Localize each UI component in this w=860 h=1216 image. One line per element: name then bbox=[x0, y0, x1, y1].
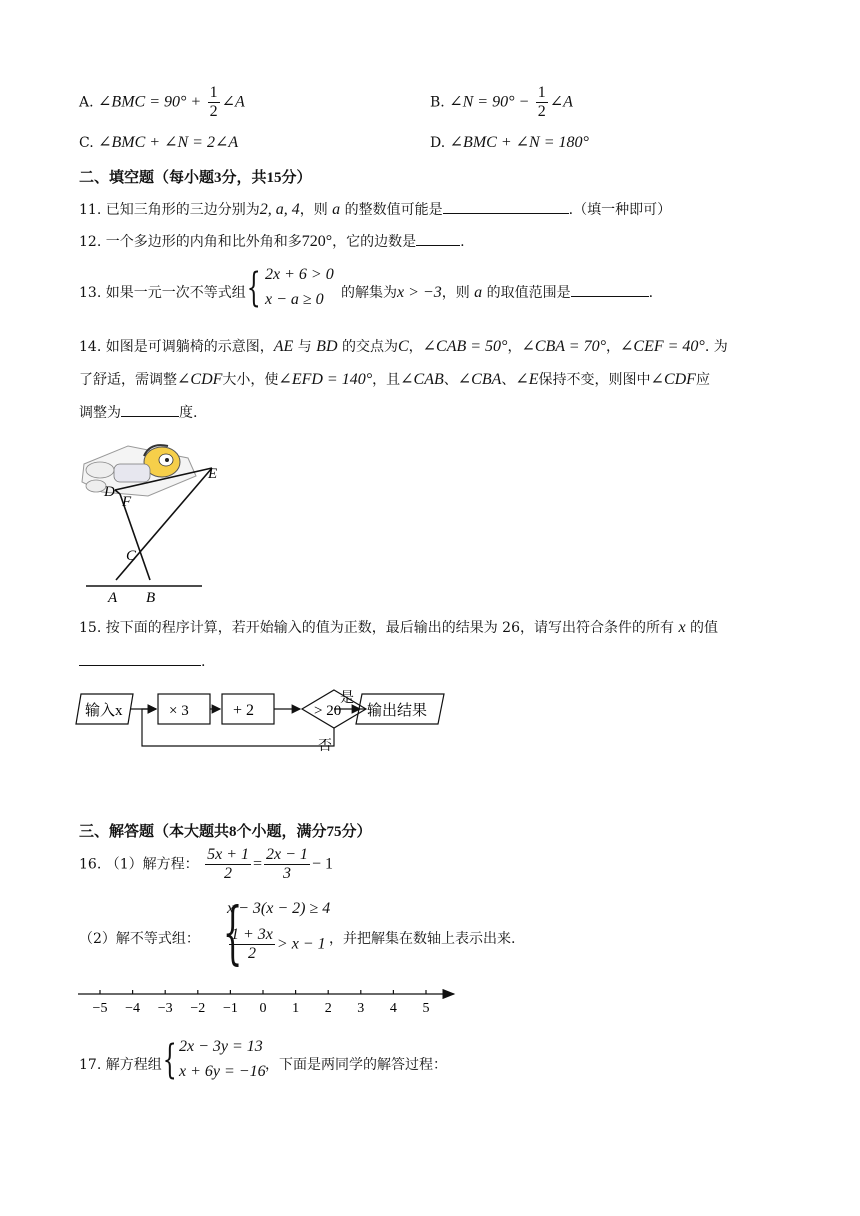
question-text: . bbox=[460, 234, 465, 250]
option-d-expr: ∠BMC + ∠N = 180° bbox=[449, 134, 589, 151]
frac-den: 2 bbox=[247, 945, 256, 962]
fraction-2 bbox=[264, 846, 310, 883]
section-3-title bbox=[79, 820, 372, 841]
question-text: ， bbox=[408, 339, 423, 355]
math-tail: − 1 bbox=[311, 855, 333, 873]
inequality-1: x − 3(x − 2) ≥ 4 bbox=[227, 900, 331, 917]
option-d bbox=[430, 132, 589, 152]
section-2-title bbox=[79, 166, 312, 187]
option-letter: C. bbox=[79, 135, 94, 151]
question-text: ，它的边数是 bbox=[332, 234, 417, 250]
option-a-rhs: ∠A bbox=[221, 93, 245, 111]
answer-blank[interactable] bbox=[443, 199, 569, 214]
question-text: . bbox=[648, 285, 654, 301]
question-text: 如果一元一次不等式组 bbox=[105, 285, 246, 301]
question-number: 16. bbox=[79, 856, 102, 873]
label-b: B bbox=[146, 590, 156, 606]
fraction-3 bbox=[229, 926, 275, 963]
math-angle: ∠E bbox=[515, 371, 539, 388]
question-text: 如图是可调躺椅的示意图， bbox=[105, 339, 274, 355]
section-number: 15 bbox=[266, 170, 282, 186]
question-text: 保持不变，则图中 bbox=[538, 372, 651, 388]
question-text: 了舒适，需调整 bbox=[79, 372, 177, 388]
number-line-label: 0 bbox=[259, 1001, 267, 1016]
question-text: 解方程组 bbox=[105, 1057, 162, 1073]
number-line-label: −1 bbox=[222, 1001, 238, 1016]
section-title-text: 分） bbox=[281, 168, 312, 186]
left-brace: { bbox=[222, 894, 243, 973]
answer-blank[interactable] bbox=[571, 282, 649, 297]
question-12 bbox=[79, 231, 465, 251]
recliner-figure bbox=[78, 436, 228, 608]
section-title-text: 二、填空题（每小题 bbox=[79, 168, 215, 186]
question-15-answer-line bbox=[79, 651, 205, 670]
option-b-rhs: ∠A bbox=[549, 93, 573, 111]
option-letter: D. bbox=[430, 135, 446, 151]
question-text: 已知三角形的三边分别为 bbox=[105, 202, 260, 218]
inequality-2 bbox=[227, 926, 326, 963]
label-e: E bbox=[208, 466, 218, 482]
question-text: . bbox=[201, 654, 206, 670]
flow-yes-label: 是 bbox=[340, 691, 354, 706]
equation-2: x + 6y = −16 bbox=[179, 1063, 266, 1080]
section-title-text: 分） bbox=[341, 822, 372, 840]
frac-den: 3 bbox=[282, 865, 291, 882]
question-text: 一个多边形的内角和比外角和多 bbox=[105, 234, 302, 250]
section-title-text: 分，共 bbox=[221, 168, 267, 186]
question-17 bbox=[79, 1036, 579, 1086]
question-15 bbox=[79, 617, 718, 637]
question-number: 12. bbox=[79, 234, 102, 250]
section-title-text: 三、解答题（本大题共 bbox=[79, 822, 230, 840]
left-brace: { bbox=[162, 1037, 177, 1083]
number-line-label: −4 bbox=[125, 1001, 141, 1016]
math-var: a bbox=[474, 284, 483, 301]
section-number: 8 bbox=[229, 824, 237, 840]
question-text: （1）解方程： bbox=[105, 856, 199, 873]
equation-1: 2x − 3y = 13 bbox=[179, 1038, 263, 1055]
question-text: 的值 bbox=[690, 620, 718, 636]
question-number: 14. bbox=[79, 339, 102, 355]
question-number: 15. bbox=[79, 620, 102, 636]
section-title-text: 个小题，满分 bbox=[236, 822, 327, 840]
math-angle: ∠CDF bbox=[650, 371, 696, 388]
inequality-2: x − a ≥ 0 bbox=[265, 291, 324, 308]
math-solution: x > −3 bbox=[397, 284, 442, 301]
label-c: C bbox=[126, 548, 137, 564]
number-line-label: 4 bbox=[389, 1001, 397, 1016]
number-line-label: 1 bbox=[292, 1001, 300, 1016]
number-line-label: 5 bbox=[422, 1001, 430, 1016]
option-a bbox=[79, 84, 245, 121]
question-text: ， bbox=[605, 339, 620, 355]
inequality-1: 2x + 6 > 0 bbox=[265, 266, 334, 283]
question-text: ，则 bbox=[441, 285, 470, 301]
option-letter: B. bbox=[430, 94, 445, 111]
number-line-label: −5 bbox=[92, 1001, 108, 1016]
fraction-half bbox=[208, 84, 220, 121]
question-text: ，则 bbox=[299, 202, 328, 218]
math-angle: ∠CBA bbox=[457, 371, 502, 388]
math-angle: ∠CDF bbox=[177, 371, 223, 388]
frac-num: 1 + 3x bbox=[231, 926, 273, 943]
math-angle: ∠EFD = 140° bbox=[278, 371, 373, 388]
question-text: 、 bbox=[443, 372, 458, 388]
question-text: 大小，使 bbox=[222, 372, 279, 388]
left-brace: { bbox=[246, 265, 261, 311]
option-letter: A. bbox=[79, 94, 94, 111]
question-text: .（填一种即可） bbox=[568, 202, 672, 218]
option-a-lhs: ∠BMC = 90° + bbox=[98, 93, 202, 111]
label-a: A bbox=[108, 590, 118, 606]
frac-num: 2x − 1 bbox=[266, 846, 308, 863]
number-line-label: 2 bbox=[324, 1001, 332, 1016]
flow-plus2-label: + 2 bbox=[233, 702, 255, 719]
number-line bbox=[76, 984, 460, 1018]
answer-blank[interactable] bbox=[79, 651, 201, 666]
label-d: D bbox=[104, 484, 115, 500]
flow-condition-label: > 20 bbox=[314, 703, 342, 719]
math-point: C bbox=[397, 338, 409, 355]
option-c bbox=[79, 132, 238, 152]
frac-den: 2 bbox=[209, 103, 218, 120]
frac-den: 2 bbox=[224, 865, 233, 882]
math-segment: AE bbox=[273, 338, 294, 355]
math-angle: ∠CBA = 70° bbox=[521, 338, 606, 355]
question-11 bbox=[79, 199, 671, 219]
question-text: 应 bbox=[695, 372, 710, 388]
math-equals: = bbox=[253, 855, 263, 873]
question-text: 的取值范围是 bbox=[486, 285, 571, 301]
question-14-line-1 bbox=[79, 336, 728, 356]
frac-den: 2 bbox=[537, 103, 546, 120]
option-b bbox=[430, 84, 573, 121]
question-text: ，并把解集在数轴上表示出来. bbox=[329, 931, 516, 947]
answer-blank[interactable] bbox=[416, 231, 460, 246]
question-16-part-1 bbox=[79, 846, 333, 883]
question-text: （2）解不等式组： bbox=[79, 931, 200, 947]
question-text: 度. bbox=[179, 405, 198, 421]
frac-num: 1 bbox=[209, 84, 218, 101]
answer-blank[interactable] bbox=[121, 402, 179, 417]
section-number: 75 bbox=[326, 824, 342, 840]
question-number: 13. bbox=[79, 285, 102, 301]
math-angle: ∠CAB bbox=[400, 371, 444, 388]
flow-times3-label: × 3 bbox=[169, 703, 189, 719]
frac-num: 1 bbox=[537, 84, 546, 101]
question-14-line-3 bbox=[79, 402, 197, 422]
inequality-2-rhs: > x − 1 bbox=[276, 935, 326, 953]
flow-input-label: 输入x bbox=[85, 703, 123, 719]
math-var: x bbox=[678, 619, 686, 636]
program-flowchart bbox=[72, 684, 452, 756]
question-text: ，下面是两同学的解答过程： bbox=[265, 1057, 447, 1073]
math-sides: 2, a, 4 bbox=[259, 201, 300, 218]
question-14-line-2 bbox=[79, 369, 710, 389]
option-b-lhs: ∠N = 90° − bbox=[449, 93, 530, 111]
question-text: ，且 bbox=[372, 372, 401, 388]
math-segment: BD bbox=[316, 338, 338, 355]
question-text: 、 bbox=[501, 372, 516, 388]
question-number: 17. bbox=[79, 1057, 102, 1073]
flow-no-label: 否 bbox=[318, 739, 332, 754]
number-line-label: −3 bbox=[157, 1001, 173, 1016]
flow-output-label: 输出结果 bbox=[367, 703, 428, 719]
section-number: 3 bbox=[214, 170, 222, 186]
option-c-expr: ∠BMC + ∠N = 2∠A bbox=[98, 134, 239, 151]
frac-num: 5x + 1 bbox=[207, 846, 249, 863]
math-angle: ∠CEF = 40° bbox=[619, 338, 705, 355]
question-text: . 为 bbox=[704, 339, 728, 355]
question-text: 的解集为 bbox=[341, 285, 397, 301]
cartoon-person-icon bbox=[82, 445, 196, 496]
question-text: 按下面的程序计算，若开始输入的值为正数，最后输出的结果为 26，请写出符合条件的所有 bbox=[105, 620, 674, 636]
label-f: F bbox=[122, 494, 132, 510]
math-var: a bbox=[332, 201, 341, 218]
number-line-label: 3 bbox=[357, 1001, 365, 1016]
fraction-half bbox=[536, 84, 548, 121]
question-number: 11. bbox=[79, 202, 102, 218]
question-text: 调整为 bbox=[79, 405, 121, 421]
math-angle: ∠CAB = 50° bbox=[422, 338, 508, 355]
question-text: ， bbox=[507, 339, 522, 355]
question-text: 的交点为 bbox=[341, 339, 398, 355]
number-line-label: −2 bbox=[190, 1001, 206, 1016]
question-text: 与 bbox=[297, 339, 312, 355]
question-text: 的整数值可能是 bbox=[344, 202, 443, 218]
question-16-part-2 bbox=[79, 896, 579, 976]
math-angle: 720° bbox=[301, 233, 333, 250]
fraction-1 bbox=[205, 846, 251, 883]
